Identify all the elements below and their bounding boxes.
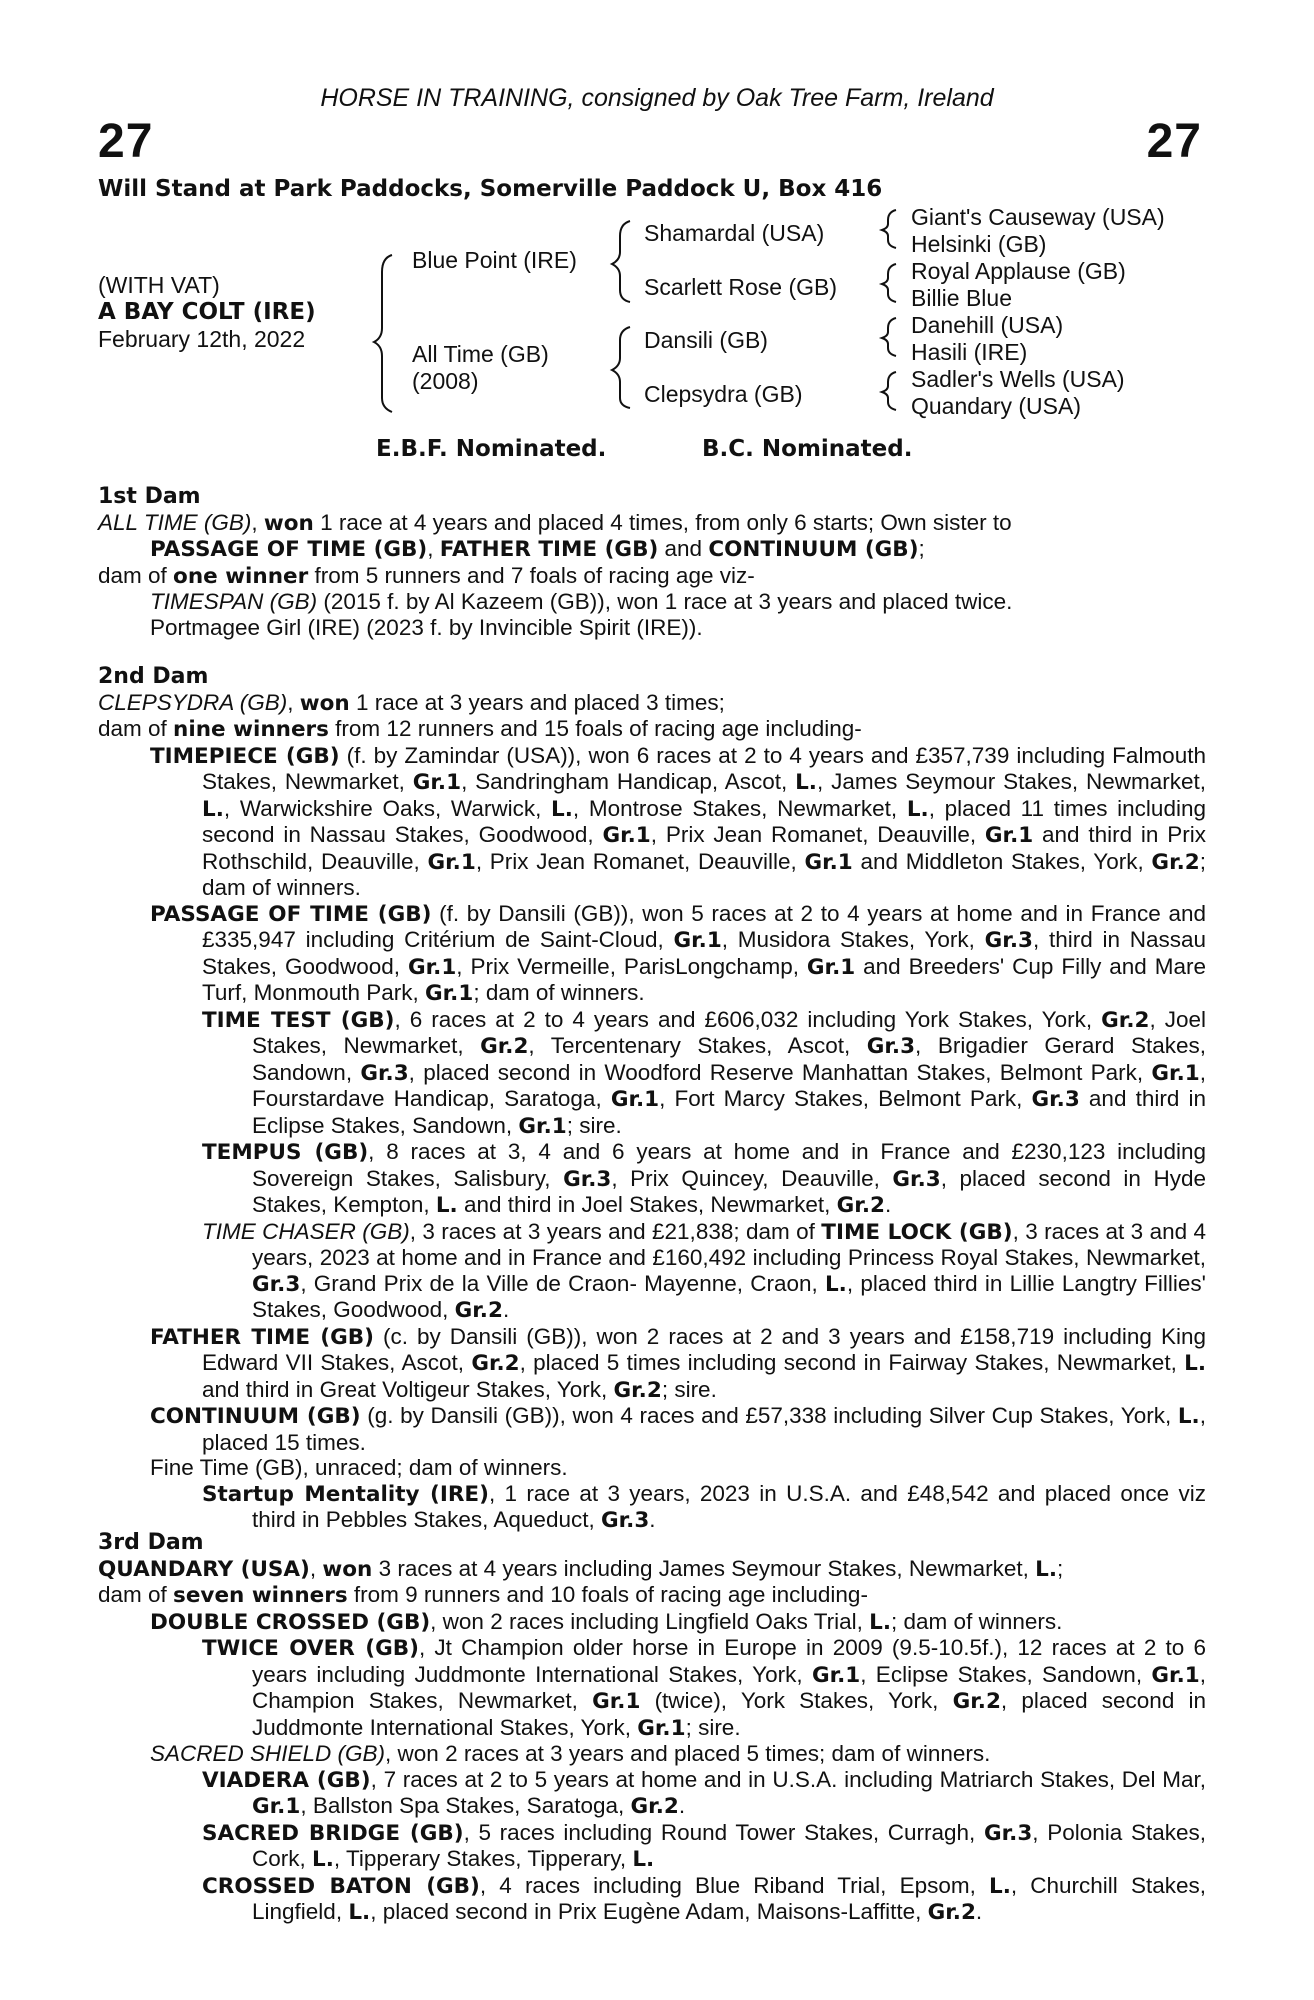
entry-passage-of-time: PASSAGE OF TIME (GB) (f. by Dansili (GB)), won 5 races at 2 to 4 years at home and in France and £335,947 including Critérium de Saint-Cloud, Gr.1, Musidora Stakes, York, Gr.3, third in Nassau Stakes, Goodwood, Gr.1, Prix Vermeille, ParisLongchamp, Gr.1 and Breeders' Cup Filly and Mare Turf, Monmouth Park, Gr.1; dam of winners. [150,900,1207,1006]
lot-number-right: 27 [1146,115,1202,168]
entry-startup-mentality: Startup Mentality (IRE), 1 race at 3 years, 2023 in U.S.A. and £48,542 and placed once viz third in Pebbles Stakes, Aqueduct, Gr.3. [202,1480,1206,1533]
entry-sacred-bridge: SACRED BRIDGE (GB), 5 races including Round Tower Stakes, Curragh, Gr.3, Polonia Stakes, Cork, L., Tipperary Stakes, Tipperary, L. [202,1819,1206,1872]
ancestor-4: Billie Blue [911,285,1012,311]
entry-continuum: CONTINUUM (GB) (g. by Dansili (GB)), won 4 races and £57,338 including Silver Cup Stakes, York, L., placed 15 times. [150,1403,1206,1455]
first-dam-line-2: PASSAGE OF TIME (GB), FATHER TIME (GB) and CONTINUUM (GB); [150,536,925,562]
first-dam-line-5: Portmagee Girl (IRE) (2023 f. by Invincible Spirit (IRE)). [150,614,703,640]
consignment-line: HORSE IN TRAINING, consigned by Oak Tree Farm, Ireland [320,84,994,112]
stand-location: Will Stand at Park Paddocks, Somerville Paddock U, Box 416 [98,176,883,202]
entry-time-chaser: TIME CHASER (GB), 3 races at 3 years and £21,838; dam of TIME LOCK (GB), 3 races at 3 and 4 years, 2023 at home and in France and £160,492 including Princess Royal Stakes, Newmarket, Gr.3, Grand Prix de la Ville de Craon- Mayenne, Craon, L., placed third in Lillie Langtry Fillies' Stakes, Goodwood, Gr.2. [202,1218,1206,1323]
first-dam-heading: 1st Dam [98,484,201,509]
second-dam-heading: 2nd Dam [98,664,209,689]
first-dam-line-1: ALL TIME (GB), won 1 race at 4 years and placed 4 times, from only 6 starts; Own sister to [98,509,1012,536]
entry-twice-over: TWICE OVER (GB), Jt Champion older horse in Europe in 2009 (9.5-10.5f.), 12 races at 2 to 6 years including Juddmonte International Stakes, York, Gr.1, Eclipse Stakes, Sandown, Gr.1, Champion Stakes, Newmarket, Gr.1 (twice), York Stakes, York, Gr.2, placed second in Juddmonte International Stakes, York, Gr.1; sire. [202,1635,1207,1741]
horse-name: A BAY COLT (IRE) [98,299,316,325]
third-dam-heading: 3rd Dam [98,1530,204,1555]
first-dam-line-4: TIMESPAN (GB) (2015 f. by Al Kazeem (GB)), won 1 race at 3 years and placed twice. [150,589,1013,614]
second-dam-line-1: CLEPSYDRA (GB), won 1 race at 3 years and placed 3 times; [98,689,725,716]
lot-number-left: 27 [98,115,154,168]
third-dam-line-1: QUANDARY (USA), won 3 races at 4 years including James Seymour Stakes, Newmarket, L.; [98,1555,1064,1582]
ancestor-2: Helsinki (GB) [911,231,1047,257]
ancestor-8: Quandary (USA) [911,393,1082,419]
sire-sire: Shamardal (USA) [644,220,825,246]
dam-year: (2008) [412,368,479,394]
dam-dam: Clepsydra (GB) [644,381,803,407]
entry-time-test: TIME TEST (GB), 6 races at 2 to 4 years and £606,032 including York Stakes, York, Gr.2, Joel Stakes, Newmarket, Gr.2, Tercentenary Stakes, Ascot, Gr.3, Brigadier Gerard Stakes, Sandown, Gr.3, placed second in Woodford Reserve Manhattan Stakes, Belmont Park, Gr.1, Fourstardave Handicap, Saratoga, Gr.1, Fort Marcy Stakes, Belmont Park, Gr.3 and third in Eclipse Stakes, Sandown, Gr.1; sire. [202,1006,1206,1139]
first-dam-line-3: dam of one winner from 5 runners and 7 foals of racing age viz- [98,562,755,589]
second-dam-section [98,664,1206,1534]
ebf-nomination: E.B.F. Nominated. [376,436,607,462]
dam-sire: Dansili (GB) [644,327,768,353]
entry-viadera: VIADERA (GB), 7 races at 2 to 5 years at home and in U.S.A. including Matriarch Stakes, Del Mar, Gr.1, Ballston Spa Stakes, Saratoga, Gr.2. [202,1766,1206,1819]
entry-sacred-shield: SACRED SHIELD (GB), won 2 races at 3 years and placed 5 times; dam of winners. [150,1741,991,1766]
third-dam-section [98,1530,1206,1926]
first-dam-section [98,484,1206,640]
ancestor-7: Sadler's Wells (USA) [911,366,1125,392]
entry-double-crossed: DOUBLE CROSSED (GB), won 2 races including Lingfield Oaks Trial, L.; dam of winners. [150,1608,1063,1635]
dam: All Time (GB) [412,341,549,367]
bc-nomination: B.C. Nominated. [702,436,913,462]
third-dam-line-2: dam of seven winners from 9 runners and 10 foals of racing age including- [98,1582,868,1608]
ancestor-3: Royal Applause (GB) [911,258,1126,284]
entry-tempus: TEMPUS (GB), 8 races at 3, 4 and 6 years at home and in France and £230,123 including Sovereign Stakes, Salisbury, Gr.3, Prix Quincey, Deauville, Gr.3, placed second in Hyde Stakes, Kempton, L. and third in Joel Stakes, Newmarket, Gr.2. [202,1139,1206,1218]
entry-timepiece: TIMEPIECE (GB) (f. by Zamindar (USA)), won 6 races at 2 to 4 years and £357,739 including Falmouth Stakes, Newmarket, Gr.1, Sandringham Handicap, Ascot, L., James Seymour Stakes, Newmarket, L., Warwickshire Oaks, Warwick, L., Montrose Stakes, Newmarket, L., placed 11 times including second in Nassau Stakes, Goodwood, Gr.1, Prix Jean Romanet, Deauville, Gr.1 and third in Prix Rothschild, Deauville, Gr.1, Prix Jean Romanet, Deauville, Gr.1 and Middleton Stakes, York, Gr.2; dam of winners. [150,742,1206,900]
entry-fine-time: Fine Time (GB), unraced; dam of winners. [150,1455,568,1480]
foaling-date: February 12th, 2022 [98,326,306,352]
entry-crossed-baton: CROSSED BATON (GB), 4 races including Blue Riband Trial, Epsom, L., Churchill Stakes, Lingfield, L., placed second in Prix Eugène Adam, Maisons-Laffitte, Gr.2. [202,1872,1206,1925]
ancestor-6: Hasili (IRE) [911,339,1028,365]
second-dam-line-2: dam of nine winners from 12 runners and 15 foals of racing age including- [98,716,862,742]
entry-father-time: FATHER TIME (GB) (c. by Dansili (GB)), won 2 races at 2 and 3 years and £158,719 including King Edward VII Stakes, Ascot, Gr.2, placed 5 times including second in Fairway Stakes, Newmarket, L. and third in Great Voltigeur Stakes, York, Gr.2; sire. [150,1323,1206,1403]
ancestor-5: Danehill (USA) [911,312,1064,338]
ancestor-1: Giant's Causeway (USA) [911,204,1165,230]
sire: Blue Point (IRE) [412,247,577,273]
vat-note: (WITH VAT) [98,272,220,298]
sire-dam: Scarlett Rose (GB) [644,274,837,300]
